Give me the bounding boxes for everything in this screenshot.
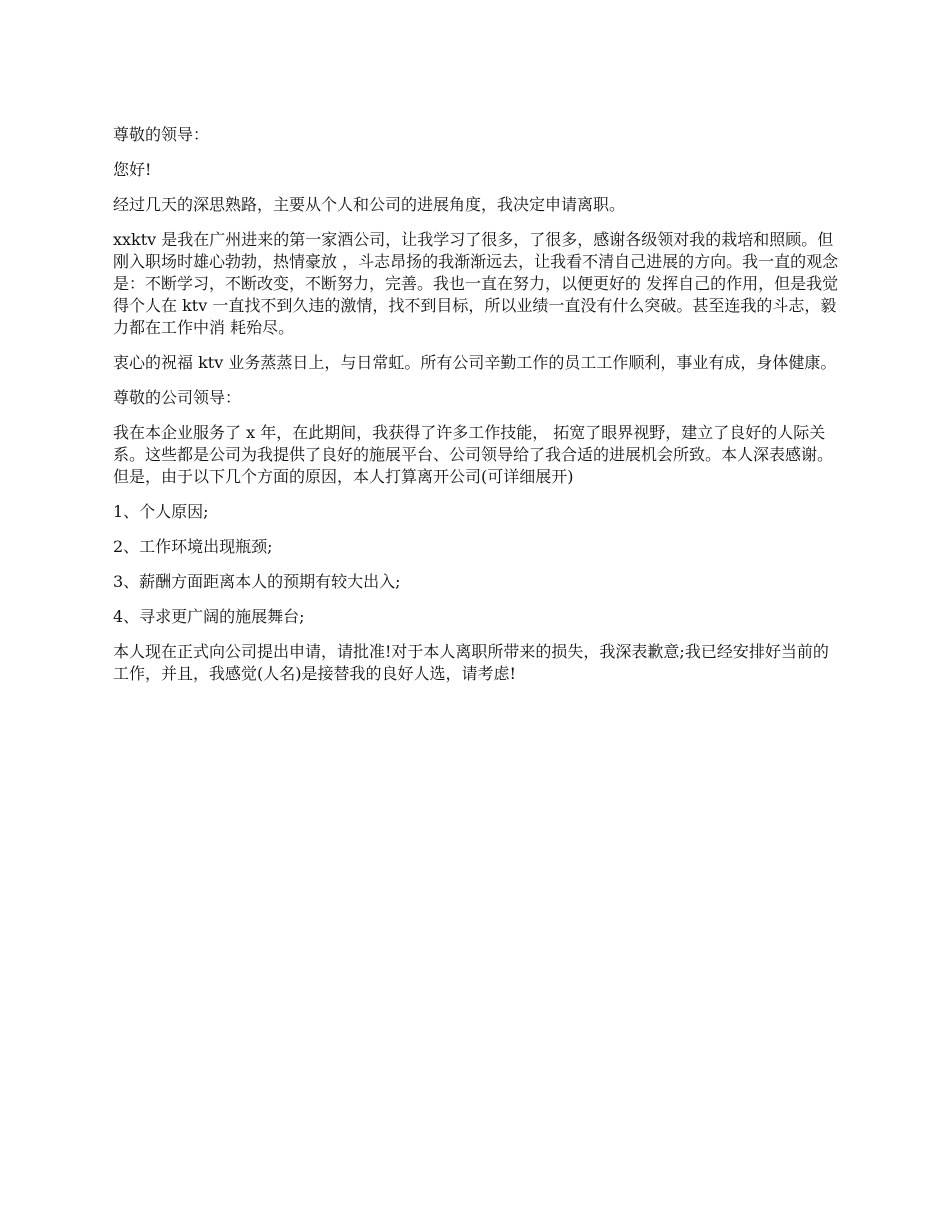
wishes-paragraph: 衷心的祝福 ktv 业务蒸蒸日上，与日常虹。所有公司辛勤工作的员工工作顺利，事业有成，身体健康。 <box>113 353 837 372</box>
greeting-leaders: 尊敬的领导： <box>113 125 210 144</box>
reason-item: 3、薪酬方面距离本人的预期有较大出入; <box>113 572 401 591</box>
intro-paragraph: 经过几天的深思熟路，主要从个人和公司的进展角度，我决定申请离职。 <box>113 195 626 214</box>
salutation: 您好! <box>113 160 152 179</box>
service-paragraph: 我在本企业服务了 x 年，在此期间，我获得了许多工作技能， 拓宽了眼界视野，建立了良好的人际关系。这些都是公司为我提供了良好的施展平台、公司领导给了我合适的进展机会所致。本人深表感谢。 但是，由于以下几个方面的原因，本人打算离开公司(可详细展开) <box>113 423 834 486</box>
closing-paragraph: 本人现在正式向公司提出申请，请批准!对于本人离职所带来的损失，我深表歉意;我已经安排好当前的工作，并且，我感觉(人名)是接替我的良好人选，请考虑! <box>113 642 829 683</box>
experience-paragraph: xxktv 是我在广州进来的第一家酒公司，让我学习了很多，了很多，感谢各级领对我的栽培和照顾。但刚入职场时雄心勃勃，热情豪放 ，斗志昂扬的我渐渐远去，让我看不清自己进展的方向。我一直的观念是：不断学习，不断改变，不断努力，完善。我也一直在努力，以便更好的 发挥自己的作用，但是我觉得个人在 ktv 一直找不到久违的激情，找不到目标，所以业绩一直没有什么突破。甚至连我的斗志，毅力都在工作中消 耗殆尽。 <box>113 230 839 337</box>
reason-item: 2、工作环境出现瓶颈; <box>113 537 273 556</box>
reason-item: 4、寻求更广阔的施展舞台; <box>113 607 305 626</box>
greeting-company-leaders: 尊敬的公司领导： <box>113 388 242 407</box>
reason-item: 1、个人原因; <box>113 502 209 521</box>
letter-body <box>113 124 841 698</box>
